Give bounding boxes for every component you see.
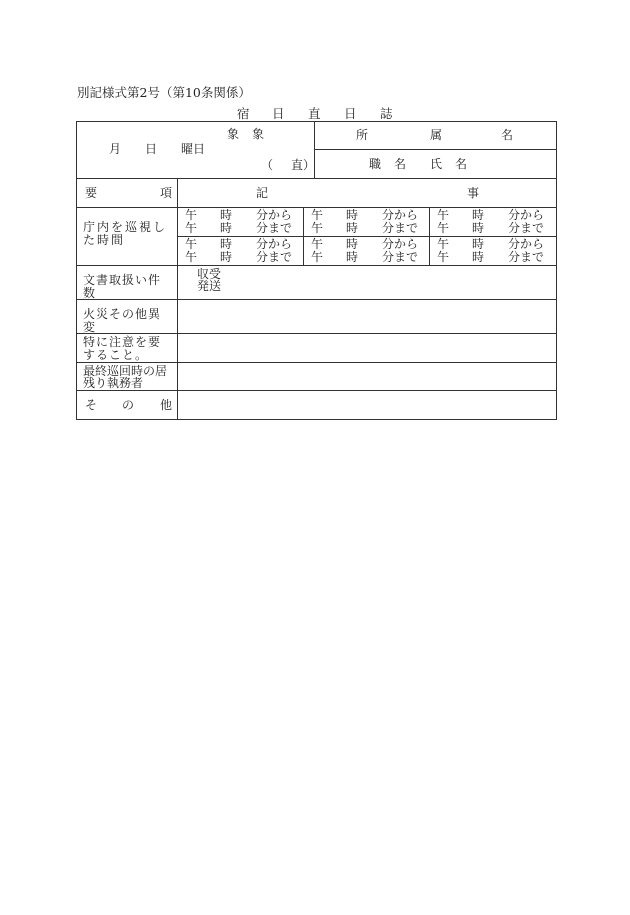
noon-label: 午 [311,221,324,235]
record-label-char: 事 [467,186,480,200]
until-label: 分まで [508,250,545,264]
month-label: 月 [109,142,122,156]
form-label: 別記様式第2号（第10条関係） [77,85,251,100]
fire-label-cell [77,300,178,334]
sent-label: 発送 [197,279,222,293]
noon-label: 午 [311,250,324,264]
patrol-slot-6[interactable] [430,237,557,266]
fire-label: 火災その他異変 [83,307,162,334]
items-header-cell [77,179,178,208]
documents-label-cell [77,266,178,300]
last-patrol-value-cell[interactable] [178,362,557,390]
title-char: 宿 [237,106,250,121]
title-char: 日 [272,106,285,121]
special-label-cell [77,334,178,362]
duty-log-table [76,121,557,420]
title-char: 日 [344,106,357,121]
last-patrol-label: 最終巡回時の居残り執務者 [83,363,168,391]
position-label-char: 名 [394,157,407,171]
items-label-char: 項 [160,186,173,200]
position-label-char: 職 [369,157,382,171]
noon-label: 午 [437,250,450,264]
noon-label: 午 [437,237,450,251]
affiliation-label-char: 所 [356,128,369,142]
documents-value-cell[interactable] [178,266,557,300]
other-value-cell[interactable] [178,390,557,419]
weekday-label: 曜日 [181,142,206,156]
patrol-slot-2[interactable] [304,208,430,237]
patrol-slot-4[interactable] [178,237,304,266]
other-label-char: そ [85,397,98,412]
hour-label: 時 [220,237,233,251]
noon-label: 午 [311,208,324,222]
from-label: 分から [508,237,545,251]
from-label: 分から [382,237,419,251]
noon-label: 午 [437,208,450,222]
record-header-cell [178,179,557,208]
other-label-char: 他 [160,397,173,412]
from-label: 分から [508,208,545,222]
hour-label: 時 [220,250,233,264]
hour-label: 時 [346,208,359,222]
fire-value-cell[interactable] [178,300,557,334]
hour-label: 時 [472,208,485,222]
other-label-cell [77,390,178,419]
patrol-label: 庁内を巡視した時間 [83,220,168,247]
hour-label: 時 [220,221,233,235]
from-label: 分から [256,237,293,251]
until-label: 分まで [256,221,293,235]
position-name-cell[interactable] [315,150,557,179]
items-label-char: 要 [85,186,98,200]
noon-label: 午 [185,237,198,251]
hour-label: 時 [472,221,485,235]
noon-label: 午 [311,237,324,251]
patrol-label-cell [77,208,178,266]
until-label: 分まで [508,221,545,235]
day-label: 日 [145,142,158,156]
noon-label: 午 [185,250,198,264]
received-label: 収受 [197,267,222,281]
until-label: 分まで [382,250,419,264]
duty-label: 直） [291,158,316,172]
name-label-char: 氏 [430,157,443,171]
hour-label: 時 [346,221,359,235]
weather-label-char: 象 [227,127,240,141]
from-label: 分から [256,208,293,222]
hour-label: 時 [346,237,359,251]
patrol-slot-3[interactable] [430,208,557,237]
from-label: 分から [382,208,419,222]
special-value-cell[interactable] [178,334,557,362]
noon-label: 午 [437,221,450,235]
title-char: 誌 [380,106,393,121]
patrol-slot-5[interactable] [304,237,430,266]
noon-label: 午 [185,208,198,222]
paren-open: （ [261,158,274,172]
weather-label-char: 象 [252,127,265,141]
patrol-slot-1[interactable] [178,208,304,237]
affiliation-label-char: 名 [501,128,514,142]
record-label-char: 記 [256,186,269,200]
until-label: 分まで [256,250,293,264]
special-label: 特に注意を要すること。 [83,335,162,362]
until-label: 分まで [382,221,419,235]
title-char: 直 [308,106,321,121]
hour-label: 時 [472,237,485,251]
name-label-char: 名 [455,157,468,171]
hour-label: 時 [346,250,359,264]
last-patrol-label-cell [77,362,178,390]
noon-label: 午 [185,221,198,235]
hour-label: 時 [472,250,485,264]
affiliation-cell[interactable] [315,122,557,150]
date-weather-cell[interactable] [77,122,315,179]
affiliation-label-char: 属 [430,128,443,142]
documents-label: 文書取扱い件数 [83,273,162,300]
other-label-char: の [122,397,135,412]
hour-label: 時 [220,208,233,222]
